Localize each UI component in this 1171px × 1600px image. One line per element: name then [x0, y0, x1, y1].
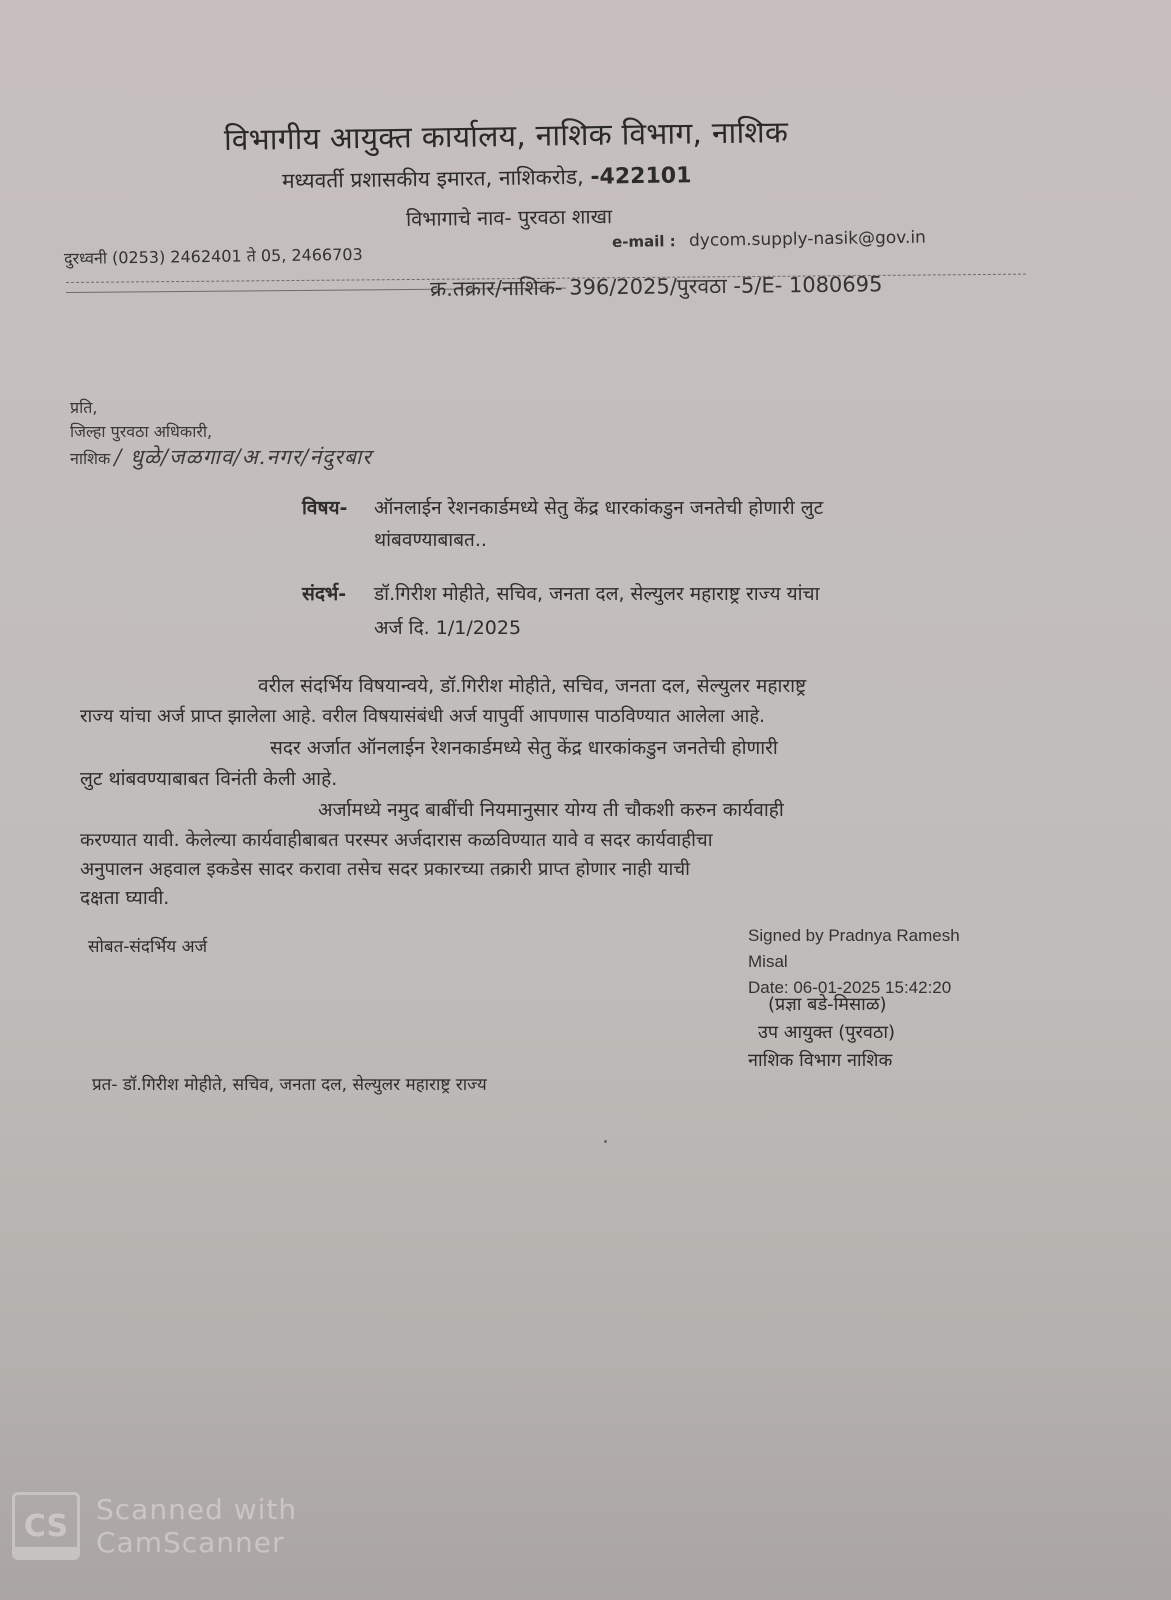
reference-text-2: अर्ज दि. 1/1/2025 [374, 617, 522, 639]
email-line [612, 228, 926, 252]
address-text: मध्यवर्ती प्रशासकीय इमारत, नाशिकरोड, [281, 164, 584, 193]
body-para1-line2: राज्य यांचा अर्ज प्राप्त झालेला आहे. वरील विषयासंबंधी अर्ज यापुर्वी आपणास पाठविण्यात आलेला आहे. [80, 706, 765, 727]
reference-number: क्र.तक्रार/नाशिक- 396/2025/पुरवठा -5/E- 1080695 [429, 272, 883, 301]
body-para2-line3: अनुपालन अहवाल इकडेस सादर करावा तसेच सदर प्रकारच्या तक्रारी प्राप्त होणार नाही याची [80, 859, 690, 880]
email-address: dycom.supply-nasik@gov.in [688, 227, 927, 251]
body-para2-line2: करण्यात यावी. केलेल्या कार्यवाहीबाबत परस्पर अर्जदारास कळविण्यात यावे व सदर कार्यवाहीचा [80, 830, 713, 851]
speck [604, 1140, 607, 1143]
signatory-name: (प्रज्ञा बडे-मिसाळ) [768, 994, 887, 1015]
digital-signature-line1: Signed by Pradnya Ramesh [748, 926, 960, 945]
body-para1-line1: वरील संदर्भिय विषयान्वये, डॉ.गिरीश मोहीते, सचिव, जनता दल, सेल्युलर महाराष्ट्र [258, 675, 807, 697]
camscanner-watermark [12, 1492, 297, 1560]
watermark-line2: CamScanner [96, 1526, 285, 1559]
pincode: -422101 [590, 163, 692, 190]
reference-label: संदर्भ- [302, 583, 347, 605]
reference-text-1: डॉ.गिरीश मोहीते, सचिव, जनता दल, सेल्युलर महाराष्ट्र राज्य यांचा [374, 583, 820, 605]
body-para1-line4: लुट थांबवण्याबाबत विनंती केली आहे. [80, 768, 338, 790]
subject-line-1 [302, 494, 823, 520]
watermark-line1: Scanned with [96, 1493, 298, 1526]
body-para1-line3: सदर अर्जात ऑनलाईन रेशनकार्डमध्ये सेतु केंद्र धारकांकडुन जनतेची होणारी [270, 737, 778, 759]
recipient-location [70, 443, 372, 471]
recipient-designation: जिल्हा पुरवठा अधिकारी, [70, 422, 213, 441]
signatory-office: नाशिक विभाग नाशिक [748, 1050, 893, 1071]
email-label: e-mail : [611, 232, 676, 251]
subject-text-2: थांबवण्याबाबत.. [374, 529, 487, 551]
digital-signature-date: Date: 06-01-2025 15:42:20 [748, 978, 952, 997]
subject-label: विषय- [302, 497, 348, 519]
watermark-text [96, 1493, 297, 1559]
office-title: विभागीय आयुक्त कार्यालय, नाशिक विभाग, नाशिक [223, 115, 789, 158]
signatory-designation: उप आयुक्त (पुरवठा) [758, 1022, 896, 1043]
recipient-location-printed: नाशिक [70, 449, 111, 468]
digital-signature-line2: Misal [748, 952, 788, 971]
recipient-salutation: प्रति, [70, 398, 98, 417]
subject-text-1: ऑनलाईन रेशनकार्डमध्ये सेतु केंद्र धारकांकडुन जनतेची होणारी लुट [374, 497, 824, 519]
reference-line-1 [302, 580, 820, 606]
body-para2-line1: अर्जामध्ये नमुद बाबींची नियमानुसार योग्य ती चौकशी करुन कार्यवाही [318, 799, 784, 821]
phone-numbers: दुरध्वनी (0253) 2462401 ते 05, 2466703 [63, 244, 363, 268]
enclosure-note: सोबत-संदर्भिय अर्ज [88, 937, 208, 957]
department-name: विभागाचे नाव- पुरवठा शाखा [405, 204, 613, 231]
recipient-location-handwritten: / धुळे/जळगाव/अ.नगर/नंदुरबार [114, 445, 372, 469]
body-para2-line4: दक्षता घ्यावी. [80, 887, 170, 909]
copy-to-line: प्रत- डॉ.गिरीश मोहीते, सचिव, जनता दल, सेल्युलर महाराष्ट्र राज्य [92, 1075, 487, 1095]
camscanner-logo-icon: CS [12, 1492, 80, 1560]
office-address [282, 161, 692, 195]
